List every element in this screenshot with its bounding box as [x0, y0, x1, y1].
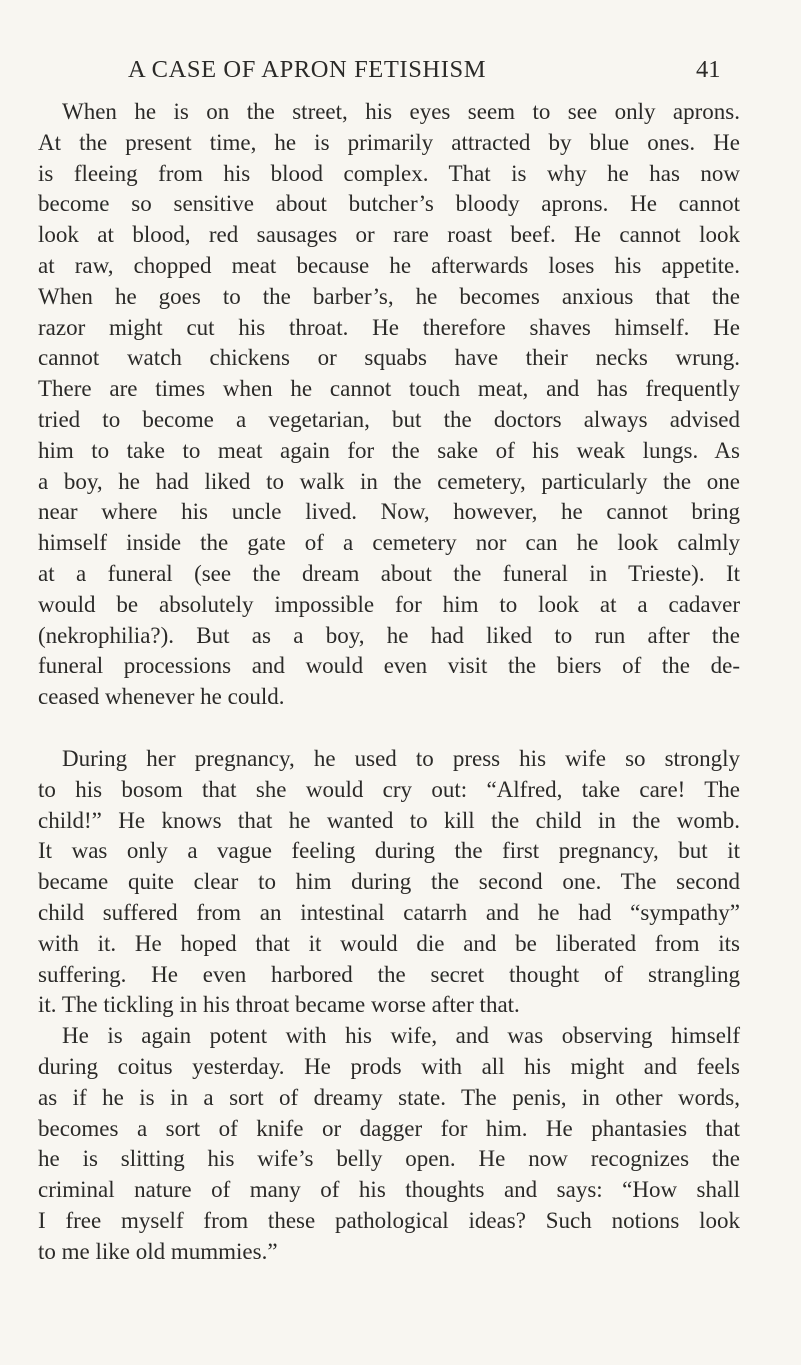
text-line: it. The tickling in his throat became worse after that.: [38, 992, 520, 1018]
text-line: There are times when he cannot touch meat, and has frequently: [38, 376, 740, 402]
text-line: become so sensitive about butcher’s bloody aprons. He cannot: [38, 191, 740, 217]
paragraph: [38, 744, 740, 1021]
running-head-title: A CASE OF APRON FETISHISM: [128, 56, 487, 83]
text-line: It was only a vague feeling during the first pregnancy, but it: [38, 838, 740, 864]
running-head: [0, 50, 801, 90]
text-line: look at blood, red sausages or rare roast beef. He cannot look: [38, 222, 740, 248]
text-line: criminal nature of many of his thoughts and says: “How shall: [38, 1177, 740, 1203]
text-line: himself inside the gate of a cemetery nor can he look calmly: [38, 530, 740, 556]
text-line: would be absolutely impossible for him to look at a cadaver: [38, 591, 740, 617]
text-line: he is slitting his wife’s belly open. He now recognizes the: [38, 1146, 740, 1172]
text-line: When he goes to the barber’s, he becomes anxious that the: [38, 283, 740, 309]
text-line: became quite clear to him during the second one. The second: [38, 869, 740, 895]
text-line: with it. He hoped that it would die and be liberated from its: [38, 930, 740, 956]
text-line: suffering. He even harbored the secret thought of strangling: [38, 961, 740, 987]
text-line: funeral processions and would even visit the biers of the de-: [38, 653, 740, 679]
text-line: I free myself from these pathological ideas? Such notions look: [38, 1207, 740, 1233]
text-line: child suffered from an intestinal catarrh and he had “sympathy”: [38, 899, 740, 925]
text-line: a boy, he had liked to walk in the cemetery, particularly the one: [38, 468, 740, 494]
text-line: cannot watch chickens or squabs have their necks wrung.: [38, 345, 740, 371]
paragraph: [38, 1021, 740, 1267]
text-line: near where his uncle lived. Now, however, he cannot bring: [38, 499, 740, 525]
paragraph-gap: [38, 713, 740, 744]
text-line: at a funeral (see the dream about the funeral in Trieste). It: [38, 560, 740, 586]
text-line: ceased whenever he could.: [38, 684, 285, 710]
text-line: When he is on the street, his eyes seem to see only aprons.: [62, 99, 740, 124]
text-line: him to take to meat again for the sake of his weak lungs. As: [38, 437, 740, 463]
text-line: to his bosom that she would cry out: “Alfred, take care! The: [38, 776, 740, 802]
paragraph: [38, 97, 740, 713]
text-line: He is again potent with his wife, and was observing himself: [62, 1023, 740, 1049]
text-line: to me like old mummies.”: [38, 1238, 278, 1264]
text-line: during coitus yesterday. He prods with all his might and feels: [38, 1053, 740, 1079]
body-text: [38, 97, 740, 1267]
text-line: is fleeing from his blood complex. That is why he has now: [38, 160, 740, 186]
text-line: During her pregnancy, he used to press his wife so strongly: [62, 745, 740, 771]
text-line: becomes a sort of knife or dagger for him. He phantasies that: [38, 1115, 740, 1141]
text-line: child!” He knows that he wanted to kill the child in the womb.: [38, 807, 740, 833]
page-number: 41: [696, 56, 721, 83]
text-line: as if he is in a sort of dreamy state. The penis, in other words,: [38, 1084, 740, 1110]
text-line: at raw, chopped meat because he afterwards loses his appetite.: [38, 252, 740, 278]
text-line: tried to become a vegetarian, but the doctors always advised: [38, 406, 740, 432]
text-line: (nekrophilia?). But as a boy, he had liked to run after the: [38, 622, 740, 648]
text-line: razor might cut his throat. He therefore shaves himself. He: [38, 314, 740, 340]
text-line: At the present time, he is primarily attracted by blue ones. He: [38, 129, 740, 155]
